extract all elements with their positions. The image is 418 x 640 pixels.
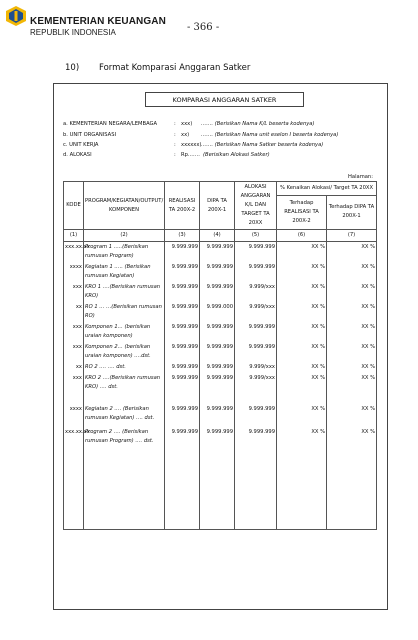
row-dipa: 9.999.999	[200, 404, 235, 427]
row-dipa: 9.999.999	[200, 262, 235, 282]
col-header-alokasi: ALOKASI ANGGARAN K/L DAN TARGET TA 20XX	[235, 182, 277, 230]
table-row	[64, 242, 377, 263]
row-kode: xxx.xx.xx	[64, 427, 84, 447]
row-kode: xxxx	[64, 262, 84, 282]
row-realisasi: 9.999.999	[165, 242, 200, 263]
col-header-terhadap-dipa: Terhadap DIPA TA 200X-1	[327, 195, 377, 229]
row-description: Komponen 1… (berisikan uraian komponen)	[84, 322, 165, 342]
ministry-name: KEMENTERIAN KEUANGAN	[30, 16, 166, 27]
row-alokasi: 9.999.999	[235, 242, 277, 263]
table-row	[64, 342, 377, 362]
row-alokasi: 9.999/xxx	[235, 373, 277, 404]
row-pct-dipa: XX %	[327, 362, 377, 373]
table-row	[64, 427, 377, 447]
form-title: KOMPARASI ANGGARAN SATKER	[145, 92, 304, 107]
row-alokasi: 9.999.999	[235, 262, 277, 282]
row-pct-realisasi: XX %	[277, 427, 327, 447]
row-alokasi: 9.999.999	[235, 427, 277, 447]
row-realisasi: 9.999.999	[165, 302, 200, 322]
row-realisasi: 9.999.999	[165, 362, 200, 373]
row-realisasi: 9.999.999	[165, 282, 200, 302]
row-description: Kegiatan 2 …. (Berisikan rumusan Kegiatan) …. dst.	[84, 404, 165, 427]
row-alokasi: 9.999/xxx	[235, 362, 277, 373]
table-row	[64, 404, 377, 427]
col-header-realisasi: REALISASI TA 200X-2	[165, 182, 200, 230]
row-dipa: 9.999.999	[200, 322, 235, 342]
row-pct-realisasi: XX %	[277, 404, 327, 427]
row-pct-dipa: XX %	[327, 404, 377, 427]
col-header-kode: KODE	[64, 182, 84, 230]
col-header-program: PROGRAM/KEGIATAN/OUTPUT/ KOMPONEN	[84, 182, 165, 230]
row-description: KRO 2 ….(Berisikan rumusan KRO) …. dst.	[84, 373, 165, 404]
country-name: REPUBLIK INDONESIA	[30, 28, 116, 37]
row-pct-realisasi: XX %	[277, 262, 327, 282]
row-kode: xxx	[64, 342, 84, 362]
ministry-logo-icon	[5, 5, 27, 27]
row-alokasi: 9.999.999	[235, 404, 277, 427]
row-dipa: 9.999.999	[200, 282, 235, 302]
row-kode: xxx	[64, 373, 84, 404]
row-alokasi: 9.999/xxx	[235, 302, 277, 322]
row-pct-dipa: XX %	[327, 282, 377, 302]
row-description: Program 2 …. (Berisikan rumusan Program) …. dst.	[84, 427, 165, 447]
row-alokasi: 9.999.999	[235, 342, 277, 362]
row-description: Kegiatan 1 ….. (Berisikan rumusan Kegiatan)	[84, 262, 165, 282]
row-kode: xxxx	[64, 404, 84, 427]
row-realisasi: 9.999.999	[165, 342, 200, 362]
row-description: RO 2 …. …. dst.	[84, 362, 165, 373]
table-row	[64, 322, 377, 342]
comparison-table	[63, 181, 377, 530]
row-pct-dipa: XX %	[327, 302, 377, 322]
row-dipa: 9.999.000	[200, 302, 235, 322]
row-pct-realisasi: XX %	[277, 322, 327, 342]
col-header-kenaikan: % Kenaikan Alokasi/ Target TA 20XX	[277, 182, 377, 196]
row-pct-realisasi: XX %	[277, 342, 327, 362]
table-row	[64, 282, 377, 302]
table-row	[64, 373, 377, 404]
row-pct-dipa: XX %	[327, 427, 377, 447]
row-dipa: 9.999.999	[200, 342, 235, 362]
row-kode: xxx	[64, 322, 84, 342]
row-kode: xx	[64, 362, 84, 373]
row-pct-realisasi: XX %	[277, 282, 327, 302]
page-number: - 366 -	[187, 22, 220, 33]
row-description: Program 1 …..(Berisikan rumusan Program)	[84, 242, 165, 263]
table-row	[64, 362, 377, 373]
row-dipa: 9.999.999	[200, 362, 235, 373]
row-description: KRO 1 ….(Berisikan rumusan KRO)	[84, 282, 165, 302]
halaman-label: Halaman:	[348, 174, 373, 180]
row-realisasi: 9.999.999	[165, 427, 200, 447]
row-kode: xxx.xx.xx	[64, 242, 84, 263]
row-realisasi: 9.999.999	[165, 373, 200, 404]
table-row	[64, 262, 377, 282]
row-pct-dipa: XX %	[327, 242, 377, 263]
column-number-row: (1) (2) (3) (4) (5) (6) (7)	[64, 230, 377, 242]
table-bottom-spacer	[64, 447, 377, 530]
row-pct-realisasi: XX %	[277, 373, 327, 404]
row-pct-dipa: XX %	[327, 373, 377, 404]
row-kode: xx	[64, 302, 84, 322]
row-pct-dipa: XX %	[327, 342, 377, 362]
row-dipa: 9.999.999	[200, 242, 235, 263]
row-pct-realisasi: XX %	[277, 362, 327, 373]
section-title: Format Komparasi Anggaran Satker	[99, 63, 251, 73]
row-realisasi: 9.999.999	[165, 322, 200, 342]
row-dipa: 9.999.999	[200, 427, 235, 447]
row-realisasi: 9.999.999	[165, 404, 200, 427]
row-pct-dipa: XX %	[327, 262, 377, 282]
table-row	[64, 302, 377, 322]
row-description: Komponen 2… (berisikan uraian komponen) ….dst.	[84, 342, 165, 362]
col-header-dipa: DIPA TA 200X-1	[200, 182, 235, 230]
page-header	[0, 0, 418, 44]
row-description: RO 1 … …(Berisikan rumusan RO)	[84, 302, 165, 322]
row-realisasi: 9.999.999	[165, 262, 200, 282]
row-pct-realisasi: XX %	[277, 242, 327, 263]
row-pct-realisasi: XX %	[277, 302, 327, 322]
col-header-terhadap-realisasi: Terhadap REALISASI TA 200X-2	[277, 195, 327, 229]
header-row-1	[64, 182, 377, 196]
row-pct-dipa: XX %	[327, 322, 377, 342]
row-dipa: 9.999.999	[200, 373, 235, 404]
row-alokasi: 9.999.999	[235, 322, 277, 342]
row-alokasi: 9.999/xxx	[235, 282, 277, 302]
section-number: 10)	[65, 63, 80, 73]
row-kode: xxx	[64, 282, 84, 302]
table-body	[64, 242, 377, 530]
